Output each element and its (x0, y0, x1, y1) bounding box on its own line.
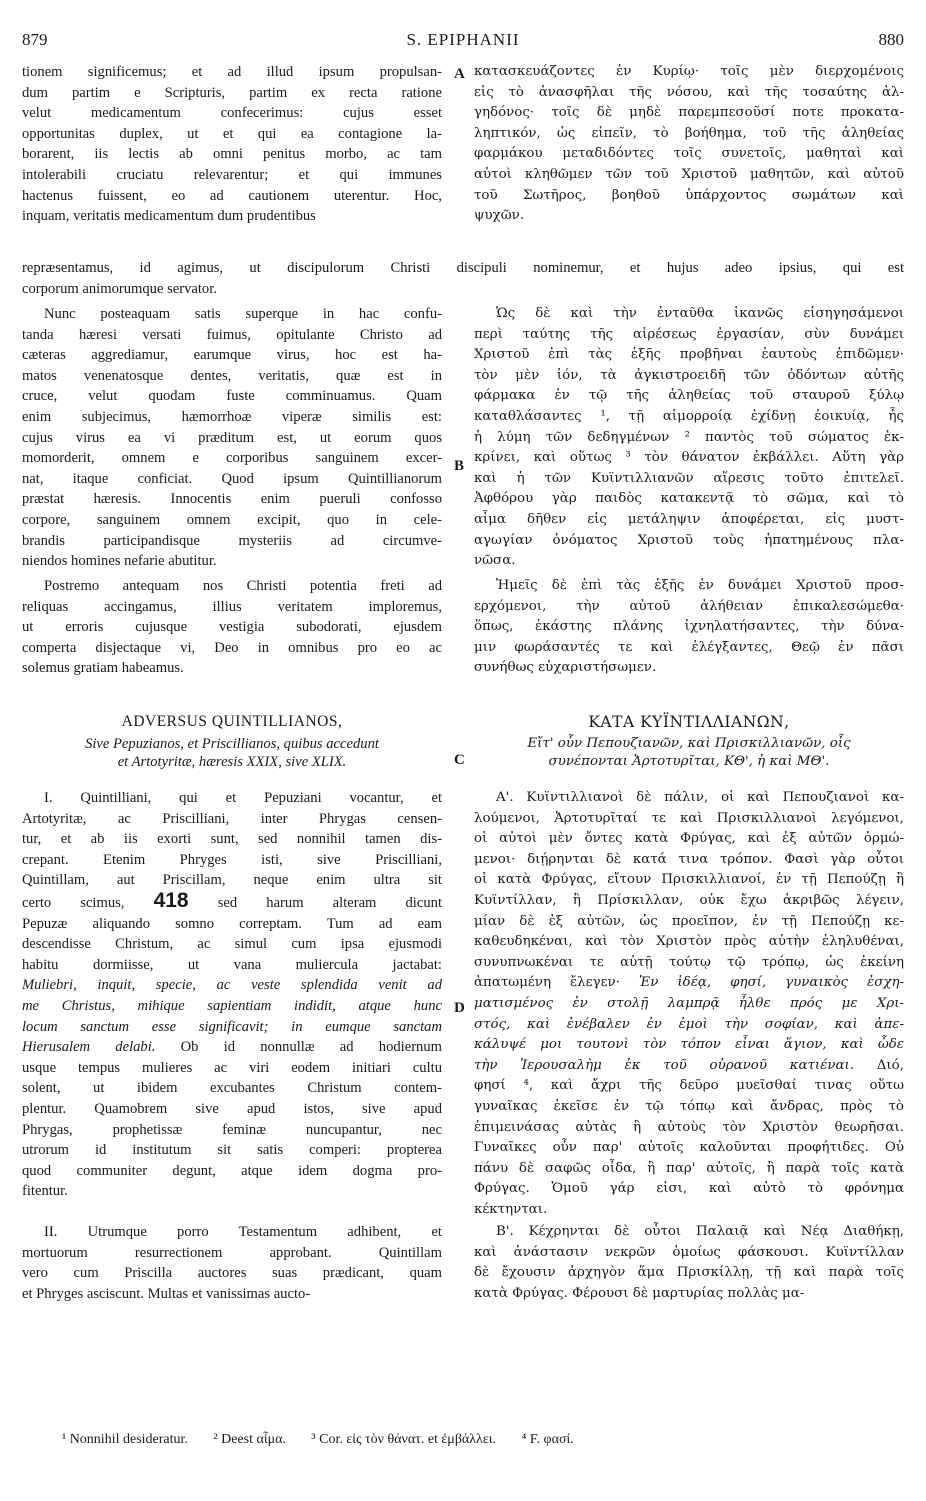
footnotes (62, 1432, 904, 1448)
text-line: cujus virus ea vi præditum est, ut eorum quos (22, 429, 442, 446)
text-line: fitentur. (22, 1183, 68, 1200)
text-line: dum partim e Scripturis, partim ex recta ratione (22, 84, 442, 101)
latin-continuation-line: corporum animorumque servator. (22, 281, 217, 297)
text-line: velut medicamentum confecerimus: cujus esset (22, 105, 442, 122)
text-line: tanda hæresi versati fuimus, opitulante Christo ad (22, 326, 442, 343)
text-line: descendisse Christum, ac simul cum ipsa ejusmodi (22, 936, 442, 953)
text-line: brandis participandisque mysteriis ad circumve- (22, 532, 442, 549)
text-line: nat, itaque conficiat. Quod ipsum Quintillianorum (22, 470, 442, 487)
text-line: στός, καὶ ἐνέβαλεν ἐν ἐμοὶ τὴν σοφίαν, καὶ ἀπε- (474, 1016, 904, 1032)
text-line: φαρμάκου μεταδιδόντες τοῖς συνετοῖς, μαθηταὶ καὶ (474, 146, 904, 162)
greek-heading (474, 706, 904, 771)
text-line: I. Quintilliani, qui et Pepuziani vocantur, et (44, 790, 442, 806)
text-line: solemus gratiam habeamus. (22, 660, 184, 677)
text-line: φάρμακα ἐν τῷ τῆς ἀληθείας τοῦ σταυροῦ ξύλῳ (474, 388, 904, 404)
text-line: præstat hæresis. Innocentis enim pueruli confosso (22, 491, 442, 508)
text-line: borarent, iis lectis ab omni penitus morbo, ac tam (22, 146, 442, 163)
footnote-3: ³ Cor. εἰς τὸν θάνατ. et ἐμβάλλει. (311, 1432, 496, 1447)
text-line: φησί ⁴, καὶ ἄχρι τῆς δεῦρο μυεῖσθαί τινας οὕτω (474, 1078, 904, 1094)
text-line: Κυϊντίλλαν, ἢ Πρίσκιλλαν, οὐκ ἔχω ἀκριβῶς λέγειν, (474, 892, 904, 908)
text-line: locum sanctum esse significavit; in eumque sanctam (22, 1018, 442, 1035)
latin-paragraph-2 (22, 304, 442, 572)
text-line: γηδόνος· τοῖς δὲ μηδὲ παρεμπεσοῦσί ποτε προκατα- (474, 105, 904, 121)
greek-paragraph-3 (474, 576, 904, 679)
text-line: enim subjecimus, hæmorrhoæ viperæ similis est: (22, 408, 442, 425)
latin-continuation (22, 279, 442, 300)
page-number-left: 879 (22, 30, 48, 49)
text-line: cæteras aggrediamur, earumque virus, hoc est ha- (22, 347, 442, 364)
text-line: δὲ ἔχουσιν ἀρχηγὸν ἅμα Πρισκίλλῃ, τῇ καὶ παρὰ τοῖς (474, 1265, 904, 1281)
text-line: Pepuzæ aliquando somno correptam. Tum ad eam (22, 915, 442, 932)
text-line: καθευδηκέναι, καὶ τὸν Χριστὸν πρὸς αὐτὴν ἐληλυθέναι, (474, 934, 904, 950)
text-line: μενοι· διῄρηνται δὲ κατά τινα τρόπον. Φασὶ γὰρ οὗτοι (474, 851, 904, 867)
text-line: niendos homines nefarie abutitur. (22, 553, 217, 570)
latin-paragraph-3 (22, 576, 442, 679)
text-line: certo scimus, 418 sed harum alteram dicunt (22, 890, 442, 912)
text-line: hactenus fuissent, eo ad cautionem uterentur. Hoc, (22, 187, 442, 204)
text-line: Artotyritæ, ac Priscilliani, inter Phrygas censen- (22, 810, 442, 827)
text-line: περὶ ταύτης τῆς αἱρέσεως ἐργασίαν, σὺν δυνάμει (474, 326, 904, 342)
text-line: γυναῖκας ἐκεῖσε ἐν τῷ τόπῳ καὶ ἄνδρας, πρὸς τὸ (474, 1098, 904, 1114)
footnote-2: ² Deest αἷμα. (213, 1432, 286, 1447)
text-line: utrorum id institutum sit satis comperi: propterea (22, 1142, 442, 1159)
text-line: Χριστοῦ ἐπὶ τὰς ἑξῆς προβῆναι ἑαυτοὺς ἐπιδῶμεν· (474, 347, 904, 363)
latin-subtitle-2: et Artotyritæ, hæresis XXIX, sive XLIX. (117, 753, 347, 770)
text-line: τοῦ Σωτῆρος, βοηθοῦ ὑπάρχοντος σωμάτων καὶ (474, 187, 904, 203)
text-line: II. Utrumque porro Testamentum adhibent, et (44, 1224, 442, 1240)
text-line: Quintillam, aut Priscillam, neque enim ultra sit (22, 872, 442, 889)
text-line: me Christus, mihique sapientiam indidit, atque hunc (22, 997, 442, 1014)
text-line: Nunc posteaquam satis superque in hac confu- (44, 306, 442, 322)
text-line: Ἡμεῖς δὲ ἐπὶ τὰς ἑξῆς ἐν δυνάμει Χριστοῦ προσ- (496, 578, 904, 593)
text-line: usque tempus mulieres ac viri eodem initiari cultu (22, 1059, 442, 1076)
text-line: Ἀφθόρου γὰρ παιδὸς κατακεντᾷ τὸ σῶμα, καὶ τὸ (474, 491, 904, 507)
text-line: αὐτοὶ κληθῶμεν τῶν τοῦ Χριστοῦ μαθητῶν, καὶ αὐτοῦ (474, 166, 904, 182)
text-line: ἀπατωμένη ἔλεγεν· Ἐν ἰδέᾳ, φησί, γυναικὸς ἐσχη- (474, 975, 904, 991)
footnote-4: ⁴ F. φασί. (521, 1432, 574, 1447)
text-line: εἰς τὸ ἀνασφῆλαι τῆς νόσου, καὶ τῆς τοσαύτης ἀλ- (474, 84, 904, 100)
text-line: κατασκευάζοντες ἐν Κυρίῳ· τοῖς μὲν διερχομένοις (474, 64, 904, 79)
text-line: ὅπως, ἑκάστης πλάνης ἰχνηλατήσαντες, τὴν δύνα- (474, 619, 904, 635)
text-line: ληπτικόν, ὡς εἰπεῖν, τὸ βοήθημα, τοῦ τῆς ἀληθείας (474, 125, 904, 141)
text-line: συνυπνωκέναι τε αὐτῇ τούτῳ τῷ τρόπῳ, ὡς ἐκείνη (474, 954, 904, 970)
text-line: τὸν μὲν ἰόν, τὰ ἀγκιστροειδῆ τῶν ὀδόντων αὐτῆς (474, 367, 904, 383)
text-line: ματισμένος ἐν στολῇ λαμπρᾷ ἦλθε πρός με Χρι- (474, 995, 904, 1011)
text-line: κάλυψέ μοι τουτονὶ τὸν τόπον εἶναι ἅγιον, καὶ ὧδε (474, 1037, 904, 1053)
greek-subtitle-1: Εἴτ' οὖν Πεπουζιανῶν, καὶ Πρισκιλλιανῶν, οἷς (527, 735, 851, 751)
latin-title: ADVERSUS QUINTILLIANOS, (121, 713, 343, 730)
text-line: μίαν δὲ ἐξ αὐτῶν, ὡς προεῖπον, ἐν τῇ Πεπούζῃ κε- (474, 913, 904, 929)
latin-heading (22, 706, 442, 771)
text-line: matos venenatosque dentes, veritatis, quæ est in (22, 367, 442, 384)
text-line: αγωγίαν ὀνόματος Χριστοῦ τοὺς ἠπατημένους πλα- (474, 532, 904, 548)
text-line: Hierusalem delabi. Ob id nonnullæ ad hodiernum (22, 1039, 442, 1056)
latin-section-1 (22, 788, 442, 1202)
text-line: mortuorum resurrectionem approbant. Quintillam (22, 1244, 442, 1261)
margin-letter-a: A (454, 66, 465, 82)
text-line: inquam, veritatis medicamentum dum prudentibus (22, 208, 316, 225)
text-line: et Phryges asciscunt. Multas et vanissimas aucto- (22, 1285, 311, 1302)
greek-section-1 (474, 788, 904, 1220)
page (22, 0, 904, 1501)
text-line: Muliebri, inquit, specie, ac veste splendida venit ad (22, 977, 442, 994)
text-line: νῶσα. (474, 553, 516, 569)
text-line: Ὡς δὲ καὶ τὴν ἐνταῦθα ἱκανῶς εἰσηγησάμενοι (496, 306, 904, 321)
margin-letter-b: B (454, 458, 465, 474)
text-line: ἐπιμεινάσας αὐτὰς ἢ αὐτοὺς τὸν Χριστὸν θεωρῆσαι. (474, 1119, 904, 1135)
text-line: κατὰ Φρύγας. Φέρουσι δὲ μαρτυρίας πολλὰς μα- (474, 1285, 805, 1301)
text-line: opportunitas duplex, ut et qui ea contagione la- (22, 125, 442, 142)
text-line: solent, ut ibidem excubantes Christum contem- (22, 1080, 442, 1097)
text-line: Φρύγας. Ὁμοῦ γάρ εἰσι, καὶ αὐτὸ τὸ φρόνημα (474, 1181, 904, 1197)
text-line: οἱ αὐτοὶ μὲν ὄντες κατὰ Φρύγας, καὶ ἐξ αὐτῶν ὁρμώ- (474, 831, 904, 847)
margin-letter-d: D (454, 1000, 465, 1016)
text-line: κέκτηνται. (474, 1201, 548, 1217)
footnote-1: ¹ Nonnihil desideratur. (62, 1432, 188, 1447)
page-number-right: 880 (878, 30, 904, 49)
latin-section-2 (22, 1222, 442, 1304)
text-line: habitu dormiisse, ut vana muliercula jactabat: (22, 956, 442, 973)
greek-section-2 (474, 1222, 904, 1304)
text-line: Γυναῖκες οὖν παρ' αὐτοῖς καλοῦνται προφήτιδες. Οὐ (474, 1140, 904, 1156)
text-line: quod communiter degunt, atque idem dogma pro- (22, 1162, 442, 1179)
margin-letter-c: C (454, 752, 465, 768)
text-line: μιν φωράσαντές τε καὶ ἐλέγξαντες, Θεῷ ἐν πᾶσι (474, 639, 904, 655)
running-header (22, 30, 904, 56)
text-line: ἡ λύμη τῶν δεδηγμένων ² παντὸς τοῦ σώματος ἐκ- (474, 429, 904, 445)
text-line: cruce, velut quodam fuste comminuamus. Quam (22, 388, 442, 405)
text-line: plentur. Quamobrem sive apud istos, sive apud (22, 1100, 442, 1117)
text-line: συνήθως εὐχαριστήσωμεν. (474, 660, 657, 676)
text-line: καὶ ἀνάστασιν νεκρῶν ὁμοίως φάσκουσι. Κυϊντίλλαν (474, 1244, 904, 1260)
text-line: Β'. Κέχρηνται δὲ οὗτοι Παλαιᾷ καὶ Νέᾳ Διαθήκῃ, (496, 1224, 904, 1239)
greek-paragraph-2 (474, 304, 904, 572)
text-line: tur, et ab iis exorti sunt, sed nonnihil tamen dis- (22, 831, 442, 848)
text-line: comperta disjectaque vi, Deo in omnibus pro eo ac (22, 639, 442, 656)
text-line: crepant. Etenim Phryges isti, sive Priscilliani, (22, 851, 442, 868)
text-line: οἱ κατὰ Φρύγας, εἴτουν Πρισκιλλιανοί, ἐν τῇ Πεπούζῃ ἢ (474, 872, 904, 888)
text-line: ut erroris cujusque vestigia subodorati, ejusdem (22, 619, 442, 636)
text-line: momorderit, omnem e corporibus sanguinem excer- (22, 450, 442, 467)
text-line: reliquas accingamus, illius veritatem imploremus, (22, 598, 442, 615)
full-width-line: repræsentamus, id agimus, ut discipulorum Christi discipuli nominemur, et hujus adeo ipsius, qui est (22, 260, 904, 276)
latin-top-block (22, 62, 442, 227)
greek-top-block (474, 62, 904, 227)
running-title: S. EPIPHANII (406, 30, 520, 49)
text-line: corpore, sanguinem omnem excipit, quo in cele- (22, 511, 442, 528)
text-line: Α'. Κυϊντιλλιανοὶ δὲ πάλιν, οἱ καὶ Πεπουζιανοὶ κα- (496, 790, 904, 805)
text-line: tionem significemus; et ad illud ipsum propulsan- (22, 64, 442, 80)
text-line: τὴν Ἱερουσαλὴμ ἐκ τοῦ οὐρανοῦ κατιέναι. Διό, (474, 1057, 904, 1073)
text-line: κρίνει, καὶ οὕτως ³ τὸν θάνατον ἐκβάλλει. Αὕτη γὰρ (474, 450, 904, 466)
text-line: Phrygas, prophetissæ feminæ nuncupantur, nec (22, 1121, 442, 1138)
text-line: intolerabili cruciatu relevarentur; et qui immunes (22, 166, 442, 183)
text-line: vero cum Priscilla auctores suas prædicant, quam (22, 1265, 442, 1282)
text-line: πάνυ δὲ σαφῶς οἶδα, ἢ παρ' αὐτοῖς, ἢ παρὰ τοῖς κατὰ (474, 1160, 904, 1176)
latin-subtitle-1: Sive Pepuzianos, et Priscillianos, quibus accedunt (85, 735, 379, 752)
text-line: αἷμα δῆθεν εἰς μετάληψιν ἀποφέρεται, εἰς μυστ- (474, 511, 904, 527)
edition-page-number: 418 (153, 890, 189, 912)
greek-subtitle-2: συνέπονται Ἀρτοτυρῖται, ΚΘ', ἡ καὶ ΜΘ'. (548, 753, 830, 769)
text-line: λούμενοι, Ἀρτοτυρῖταί τε καὶ Πρισκιλλιανοὶ λεγόμενοι, (474, 810, 904, 826)
text-line: καταθλάσαντες ¹, τῇ αἱμορροίᾳ ἐχίδνῃ ἐοικυίᾳ, ἧς (474, 408, 904, 424)
text-line: ψυχῶν. (474, 208, 525, 224)
text-line: Postremo antequam nos Christi potentia freti ad (44, 578, 442, 594)
text-line: ερχόμενοι, τὴν αὐτοῦ ἀλήθειαν ἐπικαλεσώμεθα· (474, 598, 904, 614)
greek-title: ΚΑΤΑ ΚΥΪΝΤΙΛΛΙΑΝΩΝ, (588, 713, 790, 731)
text-line: καὶ ἡ τῶν Κυϊντιλλιανῶν αἵρεσις τοῦτο ἐπιτελεῖ. (474, 470, 904, 486)
